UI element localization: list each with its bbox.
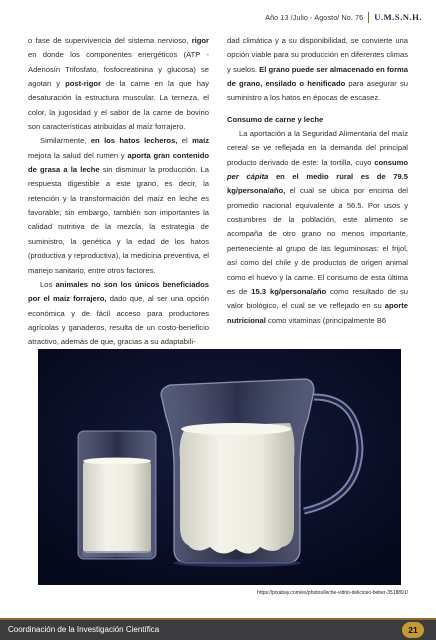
milk-jug-and-glass-illustration [38, 349, 401, 585]
page-number-badge: 21 [402, 622, 424, 638]
glass [78, 431, 156, 559]
header-divider [368, 12, 369, 23]
issue-info: Año 13 /Julio - Agosto/ No. 76 [265, 12, 364, 22]
photo-credit: https://pixabay.com/es/photos/leche-vidrio-delicioso-beber-3518891/ [257, 590, 408, 596]
paragraph: Los animales no son los únicos beneficiados por el maíz forrajero, dado que, al ser una opción económica y de fácil acceso para productores agrícolas y ganaderos, resulta de un costo-beneficio atractivo, además de que, gracias a su adaptabili- [28, 279, 209, 347]
paragraph: o fase de supervivencia del sistema nervioso, rigor en donde los componentes energéticos (ATP -Adenosín Trifosfato, fosfocreatinina y glucosa) se agotan y post-rigor de la carne en la que hay desaturación la estructura muscular. La terneza, el color, la jugosidad y el sabor de la carne de bovino son características atribuidas al maíz forrajero. [28, 36, 209, 132]
page-footer [0, 620, 436, 640]
paragraph: dad climática y a su disponibilidad, se convierte una opción viable para su producción en diferentes climas y suelos. El grano puede ser almacenado en forma de grano, ensilado o henificado para asegurar su suministro a los hatos en épocas de escasez. [227, 36, 408, 103]
article-body [28, 34, 410, 347]
right-column [227, 34, 408, 328]
paragraph: Similarmente, en los hatos lecheros, el maíz mejora la salud del rumen y aporta gran contenido de grasa a la leche sin disminuir la producción. La respuesta digestible a este grano, es decir, la retención y la transformación del maíz en leche es favorable; sin embargo, también son importantes la calidad nutritiva de la mezcla, la estrategia de suministro, la genética y la edad de los hatos (productiva y reproductiva), la medicina preventiva, el manejo sanitario, entre otros factores. [28, 136, 209, 275]
paragraph: La aportación a la Seguridad Alimentaria del maíz cereal se ve reflejada en la demanda del principal producto derivado de este: la tortilla, cuyo consumo per cápita en el medio rural es de 79.5 kg/persona/año, el cual se ubica por encima del promedio nacional equivalente a 56.5. Por usos y costumbres de la población, este alimento se acompaña de otro grano no menos importante, perteneciente al grupo de las leguminosas: el frijol, así como del chile y de productos de origen animal como el huevo y la carne. El consumo de esta última es de 15.3 kg/persona/año como resultado de su valor biológico, el cual se ve reflejado en su aporte nutricional como vitaminas (principalmente B6 [227, 129, 409, 325]
page-header [265, 10, 422, 24]
section-heading: Consumo de carne y leche [227, 114, 324, 124]
footer-label: Coordinación de la Investigación Científica [8, 625, 160, 634]
left-column [28, 34, 209, 350]
milk-photo [38, 349, 401, 585]
university-name: U.M.S.N.H. [374, 12, 422, 22]
